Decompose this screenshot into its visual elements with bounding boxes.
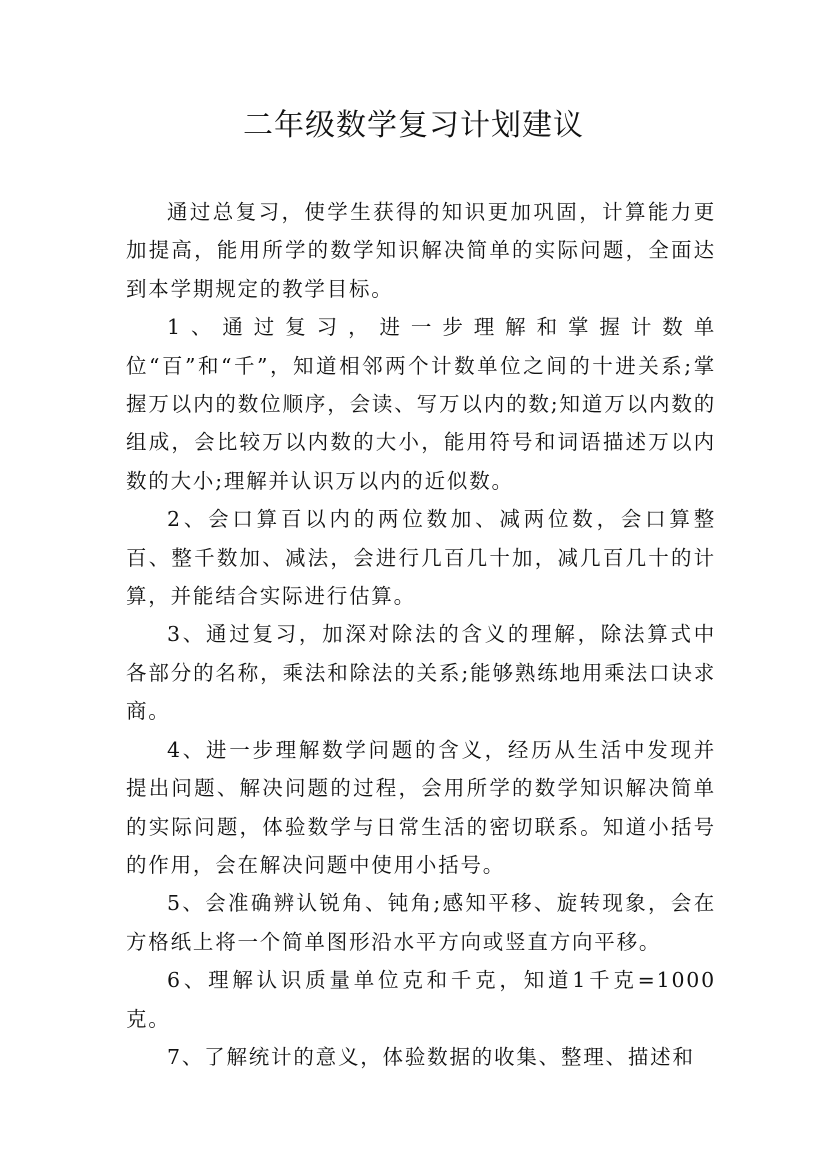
paragraph-item-7: 7、了解统计的意义，体验数据的收集、整理、描述和 [167,1044,695,1069]
paragraph-intro: 通过总复习，使学生获得的知识更加巩固，计算能力更加提高，能用所学的数学知识解决简单的实际问题，全面达到本学期规定的教学目标。 [126,200,716,301]
document-body [126,193,716,1076]
paragraph-item-6: 6、理解认识质量单位克和千克，知道1千克=1000克。 [126,968,716,1031]
paragraph-item-3: 3、通过复习，加深对除法的含义的理解，除法算式中各部分的名称，乘法和除法的关系;能够熟练地用乘法口诀求商。 [126,622,716,724]
paragraph-item-4: 4、进一步理解数学问题的含义，经历从生活中发现并提出问题、解决问题的过程，会用所学的数学知识解决简单的实际问题，体验数学与日常生活的密切联系。知道小括号的作用，会在解决问题中使用小括号。 [126,737,716,877]
paragraph-item-1: 1、通过复习，进一步理解和掌握计数单位“百”和“千”，知道相邻两个计数单位之间的十进关系;掌握万以内的数位顺序，会读、写万以内的数;知道万以内数的组成，会比较万以内数的大小，能用符号和词语描述万以内数的大小;理解并认识万以内的近似数。 [126,315,716,493]
paragraph-item-2: 2、会口算百以内的两位数加、减两位数，会口算整百、整千数加、减法，会进行几百几十加，减几百几十的计算，并能结合实际进行估算。 [126,507,716,609]
paragraph-item-5: 5、会准确辨认锐角、钝角;感知平移、旋转现象，会在方格纸上将一个简单图形沿水平方向或竖直方向平移。 [126,891,716,954]
document-title: 二年级数学复习计划建议 [243,108,584,143]
